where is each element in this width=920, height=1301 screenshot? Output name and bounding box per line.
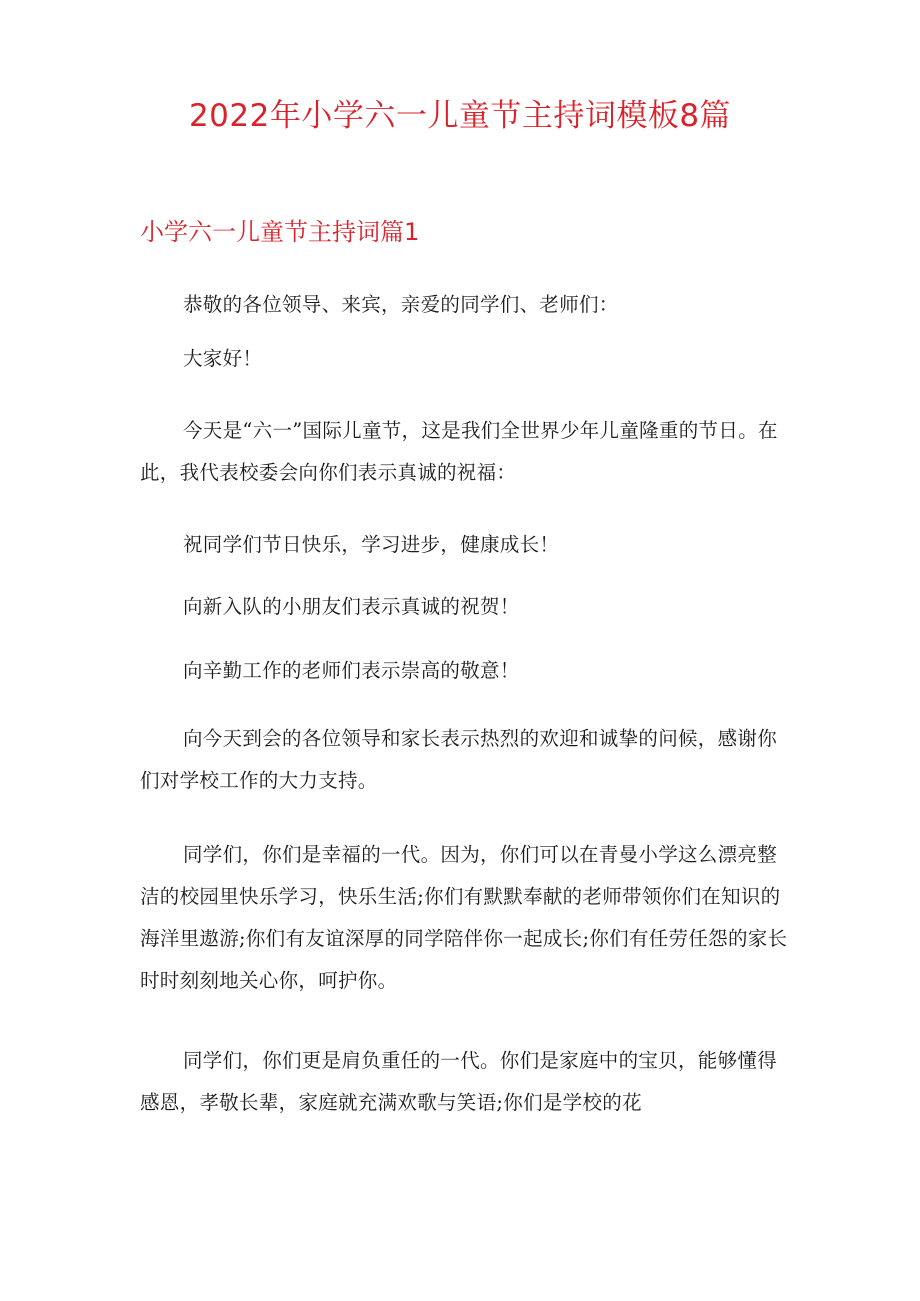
paragraph-congrats-new-members: 向新入队的小朋友们表示真诚的祝贺！ <box>183 595 520 618</box>
section-heading: 小学六一儿童节主持词篇1 <box>140 218 420 246</box>
paragraph-responsible-generation: 同学们，你们更是肩负重任的一代。你们是家庭中的宝贝，能够懂得感恩，孝敬长辈，家庭就充满欢歌与笑语;你们是学校的花 <box>140 1049 778 1114</box>
document-title: 2022年小学六一儿童节主持词模板8篇 <box>188 98 732 134</box>
paragraph-respect-teachers: 向辛勤工作的老师们表示崇高的敬意！ <box>183 659 520 682</box>
paragraph-welcome-guests: 向今天到会的各位领导和家长表示热烈的欢迎和诚挚的问候，感谢你们对学校工作的大力支持。 <box>140 727 778 792</box>
paragraph-hello: 大家好！ <box>183 347 263 370</box>
paragraph-greeting: 恭敬的各位领导、来宾，亲爱的同学们、老师们： <box>183 293 619 316</box>
paragraph-today: 今天是“六一”国际儿童节，这是我们全世界少年儿童隆重的节日。在此，我代表校委会向你们表示真诚的祝福： <box>140 419 778 484</box>
paragraph-happy-generation: 同学们，你们是幸福的一代。因为，你们可以在青曼小学这么漂亮整洁的校园里快乐学习，快乐生活;你们有默默奉献的老师带领你们在知识的海洋里遨游;你们有友谊深厚的同学陪伴你一起成长;你们有任劳任怨的家长时时刻刻地关心你，呵护你。 <box>140 843 788 992</box>
paragraph-wish-students: 祝同学们节日快乐，学习进步，健康成长！ <box>183 533 560 556</box>
